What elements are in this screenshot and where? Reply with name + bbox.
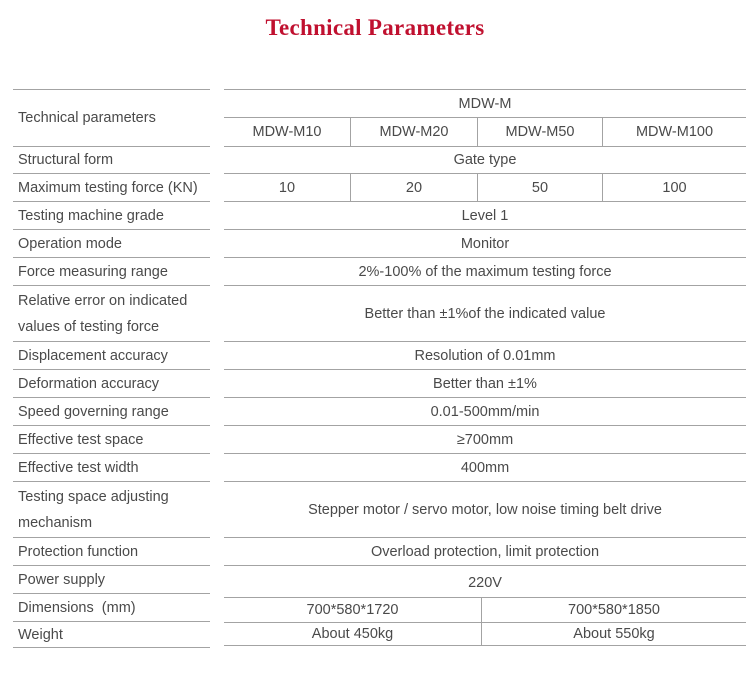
row-label-displacement-accuracy: Displacement accuracy	[13, 342, 210, 370]
value-protection-function: Overload protection, limit protection	[224, 538, 746, 566]
row-label-speed-governing-range: Speed governing range	[13, 398, 210, 426]
value-dimensions-row	[224, 598, 746, 623]
model-header-cell: MDW-M20	[351, 118, 478, 146]
value-deformation-accuracy: Better than ±1%	[224, 370, 746, 398]
value-max-testing-force-row	[224, 174, 746, 202]
row-label-structural-form: Structural form	[13, 147, 210, 174]
row-label-relative-error: Relative error on indicated values of testing force	[13, 286, 210, 342]
row-label-force-measuring-range: Force measuring range	[13, 258, 210, 286]
corner-label: Technical parameters	[13, 90, 210, 147]
value-power-supply: 220V	[224, 566, 746, 598]
row-label-deformation-accuracy: Deformation accuracy	[13, 370, 210, 398]
value-dimensions-cell: 700*580*1720	[224, 598, 482, 622]
value-max-force-cell: 20	[351, 174, 478, 201]
row-label-dimensions: Dimensions (mm)	[13, 594, 210, 622]
value-dimensions-cell: 700*580*1850	[568, 602, 660, 618]
value-displacement-accuracy: Resolution of 0.01mm	[224, 342, 746, 370]
row-label-power-supply: Power supply	[13, 566, 210, 594]
value-effective-test-width: 400mm	[224, 454, 746, 482]
value-force-measuring-range: 2%-100% of the maximum testing force	[224, 258, 746, 286]
row-label-effective-test-space: Effective test space	[13, 426, 210, 454]
values-grid	[224, 89, 746, 648]
value-weight-cell: About 550kg	[573, 626, 655, 642]
value-space-adjusting: Stepper motor / servo motor, low noise timing belt drive	[224, 482, 746, 538]
value-relative-error: Better than ±1%of the indicated value	[224, 286, 746, 342]
group-header-cell: MDW-M	[224, 90, 746, 118]
value-max-force-cell: 10	[224, 174, 351, 201]
value-effective-test-space: ≥700mm	[224, 426, 746, 454]
value-weight-row	[224, 623, 746, 646]
spec-table	[0, 89, 750, 648]
value-structural-form: Gate type	[224, 147, 746, 174]
model-header-row	[224, 118, 746, 147]
value-machine-grade: Level 1	[224, 202, 746, 230]
row-label-machine-grade: Testing machine grade	[13, 202, 210, 230]
value-weight-cell: About 450kg	[224, 623, 482, 645]
row-label-protection-function: Protection function	[13, 538, 210, 566]
value-max-force-cell: 50	[478, 174, 603, 201]
row-label-effective-test-width: Effective test width	[13, 454, 210, 482]
row-label-weight: Weight	[13, 622, 210, 648]
value-speed-governing-range: 0.01-500mm/min	[224, 398, 746, 426]
model-header-cell: MDW-M100	[635, 124, 714, 140]
model-header-cell: MDW-M50	[478, 118, 603, 146]
value-operation-mode: Monitor	[224, 230, 746, 258]
model-header-cell: MDW-M10	[224, 118, 351, 146]
value-max-force-cell: 100	[662, 179, 687, 196]
row-label-max-testing-force: Maximum testing force (KN)	[13, 174, 210, 202]
row-label-space-adjusting: Testing space adjusting mechanism	[13, 482, 210, 538]
row-label-operation-mode: Operation mode	[13, 230, 210, 258]
label-column	[13, 89, 210, 648]
page-title: Technical Parameters	[265, 15, 485, 40]
